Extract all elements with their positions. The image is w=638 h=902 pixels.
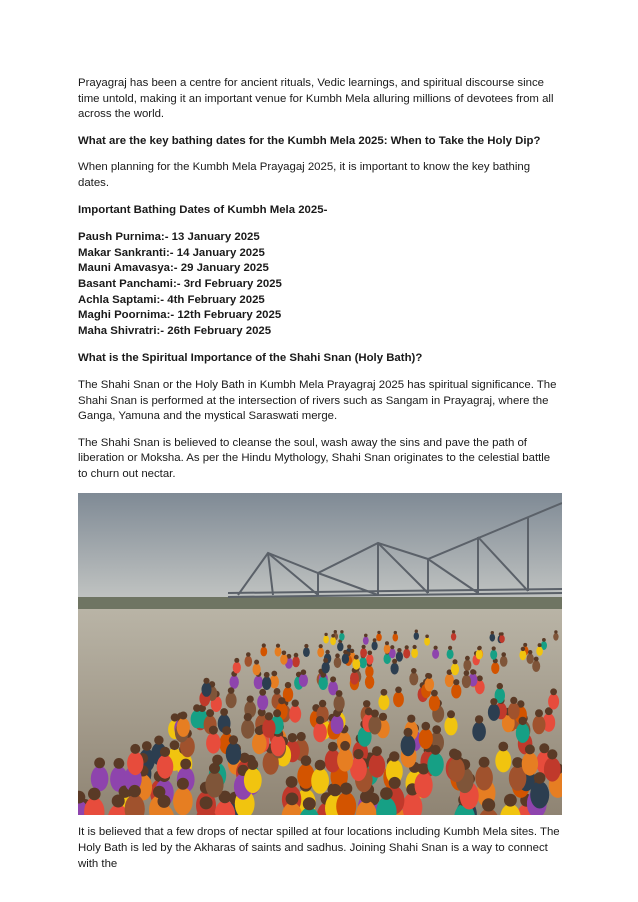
crowd-figure-head <box>477 676 483 682</box>
bathing-dates-list <box>78 230 562 339</box>
crowd-figure-head <box>297 732 306 741</box>
crowd-figure <box>289 706 301 723</box>
crowd-figure-head <box>510 697 517 704</box>
crowd-figure-head <box>465 656 470 661</box>
crowd-figure-head <box>200 797 213 810</box>
crowd-figure-head <box>335 654 340 659</box>
crowd-figure-head <box>203 678 209 684</box>
crowd-figure-head <box>94 758 105 769</box>
crowd-figure <box>311 768 329 794</box>
crowd-figure <box>334 657 342 668</box>
crowd-figure <box>280 655 287 666</box>
crowd-figure <box>544 758 561 782</box>
crowd-figure-head <box>431 745 441 755</box>
crowd-figure-head <box>158 795 171 808</box>
crowd-figure <box>254 676 263 690</box>
crowd-figure <box>432 649 439 659</box>
crowd-figure <box>339 633 344 641</box>
crowd-figure-head <box>288 733 297 742</box>
crowd-figure-head <box>432 726 441 735</box>
crowd-figure <box>448 758 465 782</box>
crowd-figure-head <box>542 638 546 642</box>
crowd-figure-head <box>490 699 497 706</box>
crowd-figure <box>271 735 286 756</box>
crowd-figure <box>241 720 254 739</box>
crowd-figure <box>337 643 343 652</box>
crowd-figure-head <box>385 642 389 646</box>
crowd-figure-head <box>477 647 481 651</box>
crowd-figure <box>530 782 549 809</box>
crowd-figure <box>292 657 300 668</box>
crowd-figure <box>262 677 271 691</box>
list-item: Basant Panchami:- 3rd February 2025 <box>78 277 282 290</box>
crowd-figure-head <box>535 710 543 718</box>
crowd-figure <box>257 695 268 711</box>
crowd-figure <box>230 676 239 690</box>
crowd-figure-head <box>377 631 380 634</box>
crowd-figure-head <box>278 698 285 705</box>
crowd-figure-head <box>340 783 352 795</box>
list-item: Makar Sankranti:- 14 January 2025 <box>78 246 265 259</box>
crowd-figure-head <box>114 758 125 769</box>
crowd-figure-head <box>413 645 417 649</box>
crowd-figure-head <box>547 750 557 760</box>
crowd-figure <box>337 749 353 772</box>
crowd-figure-head <box>319 700 326 707</box>
shahi-snan-paragraph-2: The Shahi Snan is believed to cleanse the soul, wash away the sins and pave the path of liberation or Moksha. As per the Hindu Mythology, Shahi Snan originates to the celestial battle to churn out nectar. <box>78 436 551 480</box>
crowd-figure-head <box>301 670 307 676</box>
crowd-figure-head <box>209 763 220 774</box>
crowd-figure <box>445 674 454 687</box>
crowd-figure <box>260 647 267 657</box>
crowd-figure-head <box>276 644 280 648</box>
crowd-figure-head <box>179 712 187 720</box>
list-item: Maha Shivratri:- 26th February 2025 <box>78 324 272 337</box>
crowd-figure <box>205 772 223 798</box>
crowd-figure <box>359 658 367 669</box>
crowd-figure-head <box>129 785 141 797</box>
crowd-figure-head <box>554 631 557 634</box>
crowd-figure <box>548 694 559 710</box>
crowd-figure <box>532 661 540 673</box>
crowd-figure <box>330 637 336 645</box>
crowd-figure-head <box>228 688 235 695</box>
crowd-figure-head <box>500 633 503 636</box>
crowd-figure-head <box>286 777 298 789</box>
crowd-figure-head <box>142 742 152 752</box>
crowd-figure <box>419 729 433 750</box>
crowd-figure <box>475 766 493 791</box>
crowd-figure-head <box>274 688 281 695</box>
crowd-figure-head <box>538 644 542 648</box>
crowd-figure-head <box>271 671 277 677</box>
crowd-figure-head <box>334 630 337 633</box>
intro-paragraph: Prayagraj has been a centre for ancient rituals, Vedic learnings, and spiritual discourse since time untold, making it an important venue for Kumbh Mela alluring millions of devotees from all across the world. <box>78 77 554 121</box>
crowd-figure-head <box>534 657 539 662</box>
crowd-figure <box>393 692 404 708</box>
crowd-figure-head <box>177 778 189 790</box>
river-bathing-photo <box>78 493 562 815</box>
crowd-figure-head <box>397 648 401 652</box>
crowd-figure <box>91 766 109 791</box>
crowd-figure-head <box>273 710 281 718</box>
crowd-figure <box>275 647 282 657</box>
crowd-figure <box>476 650 483 660</box>
crowd-figure-head <box>453 660 458 665</box>
crowd-figure-head <box>340 631 343 634</box>
crowd-figure-head <box>282 651 287 656</box>
crowd-figure-head <box>395 687 402 694</box>
list-item: Paush Purnima:- 13 January 2025 <box>78 231 260 244</box>
crowd-figure-head <box>254 660 259 665</box>
crowd-figure-head <box>394 631 397 634</box>
crowd-figure-head <box>497 683 503 689</box>
crowd-figure <box>401 735 416 756</box>
crowd-figure-head <box>112 795 125 808</box>
crowd-figure <box>553 633 558 641</box>
shahi-snan-paragraph-1: The Shahi Snan or the Holy Bath in Kumbh Mela Prayagraj 2025 has spiritual significance. The Shahi Snan is performed at the intersection of rivers such as Sangam in Prayagraj, where the Ganga, Yamuna and the mystical Saraswati merge. <box>78 378 557 423</box>
crowd-figure-head <box>222 727 231 736</box>
crowd-figure-head <box>160 747 170 757</box>
crowd-figure <box>245 656 253 667</box>
crowd-figure-head <box>373 639 377 643</box>
crowd-figure <box>317 648 324 658</box>
crowd-figure-head <box>534 773 546 785</box>
crowd-figure-head <box>353 749 363 759</box>
crowd-figure <box>157 755 174 779</box>
crowd-figure-head <box>448 646 452 650</box>
list-item: Achla Saptami:- 4th February 2025 <box>78 293 265 306</box>
document-page <box>78 76 562 883</box>
crowd-figure-head <box>340 741 350 751</box>
crowd-figure <box>424 638 430 646</box>
important-dates-title: Important Bathing Dates of Kumbh Mela 2025- <box>78 203 328 216</box>
crowd-figure-head <box>380 788 393 801</box>
crowd-figure-head <box>470 670 476 676</box>
crowd-figure-head <box>504 794 517 807</box>
crowd-figure-head <box>303 798 316 811</box>
crowd-figure-head <box>528 650 532 654</box>
crowd-figure-head <box>362 645 366 649</box>
crowd-figure <box>429 695 440 711</box>
crowd-figure <box>447 650 454 660</box>
crowd-figure <box>488 704 500 721</box>
crowd-figure <box>411 649 418 659</box>
crowd-figure <box>396 652 403 662</box>
crowd-figure-head <box>343 650 347 654</box>
crowd-figure-head <box>368 651 373 656</box>
crowd-figure-head <box>425 635 429 639</box>
crowd-figure <box>519 650 526 660</box>
crowd-figure <box>393 634 399 642</box>
crowd-figure <box>376 634 382 642</box>
crowd-figure-head <box>364 634 368 638</box>
crowd-figure <box>444 717 457 736</box>
crowd-figure <box>425 678 435 692</box>
crowd-figure-head <box>247 760 258 771</box>
crowd-figure-head <box>265 713 273 721</box>
crowd-figure-head <box>347 645 351 649</box>
crowd-figure <box>491 663 499 675</box>
crowd-figure-head <box>88 788 101 801</box>
crowd-figure <box>378 695 389 711</box>
crowd-figure <box>342 654 349 665</box>
crowd-figure-head <box>316 716 324 724</box>
closing-paragraph: It is believed that a few drops of nectar spilled at four locations including Kumbh Mela sites. The Holy Bath is led by the Akharas of saints and sadhus. Joining Shahi Snan is a way to connect with the <box>78 826 560 870</box>
crowd-figure <box>350 672 359 685</box>
crowd-figure-head <box>404 728 413 737</box>
crowd-figure-head <box>491 631 494 634</box>
crowd-figure-head <box>350 649 354 653</box>
crowd-figure <box>462 675 471 688</box>
crowd-figure-head <box>292 700 299 707</box>
crowd-figure-head <box>259 689 266 696</box>
crowd-figure <box>451 684 461 699</box>
bathing-dates-heading: What are the key bathing dates for the Kumbh Mela 2025: When to Take the Holy Dip? <box>78 134 541 147</box>
crowd-figure <box>384 645 391 654</box>
crowd-figure-head <box>521 647 525 651</box>
crowd-figure-head <box>482 799 495 812</box>
crowd-figure-head <box>360 791 373 804</box>
crowd-figure <box>499 635 505 643</box>
crowd-figure-head <box>389 752 399 762</box>
crowd-figure-head <box>390 646 394 650</box>
crowd-figure <box>409 673 418 686</box>
crowd-figure-head <box>492 647 496 651</box>
crowd-figure <box>403 649 410 659</box>
crowd-figure-head <box>154 736 163 745</box>
crowd-figure <box>495 750 511 773</box>
crowd-figure <box>313 723 327 743</box>
crowd-figure <box>226 693 237 709</box>
crowd-figure-head <box>285 682 291 688</box>
crowd-figure-head <box>519 717 527 725</box>
crowd-figure-head <box>294 653 299 658</box>
crowd-figure <box>363 637 369 645</box>
crowd-figure-head <box>328 742 338 752</box>
crowd-figure <box>522 753 538 777</box>
crowd-figure-head <box>130 744 140 754</box>
crowd-figure <box>319 677 328 691</box>
crowd-figure <box>252 733 267 754</box>
shahi-snan-heading: What is the Spiritual Importance of the Shahi Snan (Holy Bath)? <box>78 352 423 365</box>
crowd-figure-head <box>354 655 359 660</box>
crowd-figure <box>490 650 497 660</box>
crowd-figure-head <box>325 650 329 654</box>
list-item: Maghi Poornima:- 12th February 2025 <box>78 309 282 322</box>
crowd-figure-head <box>315 760 326 771</box>
crowd-figure <box>334 696 345 712</box>
crowd-figure <box>202 683 212 697</box>
crowd-figure <box>331 716 344 735</box>
crowd-figure <box>323 636 329 644</box>
crowd-figure-head <box>451 750 461 760</box>
crowd-figure <box>500 656 508 667</box>
crowd-figure <box>127 752 143 776</box>
crowd-figure-head <box>415 630 418 633</box>
crowd-figure-head <box>209 726 218 735</box>
crowd-figure-head <box>475 716 483 724</box>
crowd-figure-head <box>422 722 431 731</box>
crowd-figure-head <box>407 715 415 723</box>
crowd-figure-head <box>381 689 388 696</box>
planning-paragraph: When planning for the Kumbh Mela Prayagaj 2025, it is important to know the key bathing dates. <box>78 161 531 189</box>
crowd-figure-head <box>331 634 335 638</box>
crowd-figure-head <box>512 758 523 769</box>
crowd-figure-head <box>262 644 266 648</box>
crowd-figure-head <box>372 747 382 757</box>
crowd-figure <box>244 768 262 794</box>
crowd-figure <box>360 648 367 658</box>
crowd-figure <box>372 642 378 651</box>
crowd-figure-head <box>324 633 327 636</box>
crowd-figure-head <box>453 680 459 686</box>
crowd-figure-head <box>234 658 239 663</box>
crowd-figure-head <box>447 711 455 719</box>
crowd-figure <box>262 719 275 738</box>
crowd-figure <box>490 634 496 642</box>
crowd-figure-head <box>452 631 455 634</box>
crowd-figure-head <box>246 653 251 658</box>
crowd-figure <box>369 754 386 778</box>
crowd-figure-head <box>525 745 535 755</box>
crowd-figure <box>463 660 471 671</box>
crowd-figure-head <box>405 646 409 650</box>
crowd-figure <box>368 716 381 735</box>
crowd-figure-head <box>323 658 328 663</box>
crowd-figure-head <box>434 646 438 650</box>
crowd-figure-head <box>247 696 254 703</box>
crowd-figure-head <box>498 742 508 752</box>
crowd-figure <box>173 788 193 816</box>
crowd-figure-head <box>363 701 370 708</box>
crowd-figure <box>226 743 241 765</box>
crowd-figure-head <box>301 756 312 767</box>
crowd-figure <box>536 647 543 657</box>
crowd-figure-head <box>193 705 201 713</box>
crowd-figure-head <box>330 677 336 683</box>
crowd-figure <box>365 666 373 678</box>
crowd-figure-head <box>336 691 343 698</box>
crowd-figure <box>451 664 459 676</box>
crowd-figure-head <box>523 643 527 647</box>
crowd-figure-head <box>229 736 238 745</box>
crowd-figure-head <box>286 793 299 806</box>
crowd-figure <box>177 718 190 737</box>
crowd-figure <box>533 716 546 735</box>
crowd-figure <box>253 664 261 676</box>
crowd-figure-head <box>431 690 438 697</box>
crowd-figure <box>414 633 419 641</box>
crowd-figure <box>516 724 530 744</box>
crowd-figure-head <box>220 709 228 717</box>
crowd-figure <box>191 711 204 729</box>
list-item: Mauni Amavasya:- 29 January 2025 <box>78 262 269 275</box>
crowd-figure-head <box>264 672 270 678</box>
crowd-figure <box>352 659 360 670</box>
crowd-figure <box>299 674 308 687</box>
crowd-figure-head <box>426 674 432 680</box>
crowd-figure-head <box>411 668 417 674</box>
crowd-figure <box>427 753 443 777</box>
crowd-figure-head <box>170 741 180 751</box>
crowd-figure-head <box>464 671 470 677</box>
crowd-figure <box>527 654 534 665</box>
crowd-figure <box>391 663 399 675</box>
crowd-figure-head <box>392 659 397 664</box>
crowd-figure <box>366 655 373 666</box>
crowd-figure-head <box>501 653 506 658</box>
crowd-figure-head <box>329 784 341 796</box>
crowd-figure-head <box>371 710 379 718</box>
crowd-figure <box>303 648 310 658</box>
crowd-figure-head <box>389 777 401 789</box>
crowd-figure <box>451 633 456 641</box>
crowd-figure-head <box>319 645 323 649</box>
crowd-figure-head <box>244 713 252 721</box>
crowd-figure <box>415 772 433 798</box>
crowd-figure <box>233 662 241 674</box>
crowd-figure-head <box>479 757 490 768</box>
crowd-figure-head <box>304 644 308 648</box>
crowd-figure <box>508 703 520 720</box>
crowd-figure <box>472 722 486 742</box>
crowd-figure <box>322 662 330 674</box>
crowd-figure <box>206 733 221 754</box>
crowd-figure-head <box>550 689 557 696</box>
crowd-figure-head <box>539 744 549 754</box>
crowd-figure-head <box>180 759 191 770</box>
